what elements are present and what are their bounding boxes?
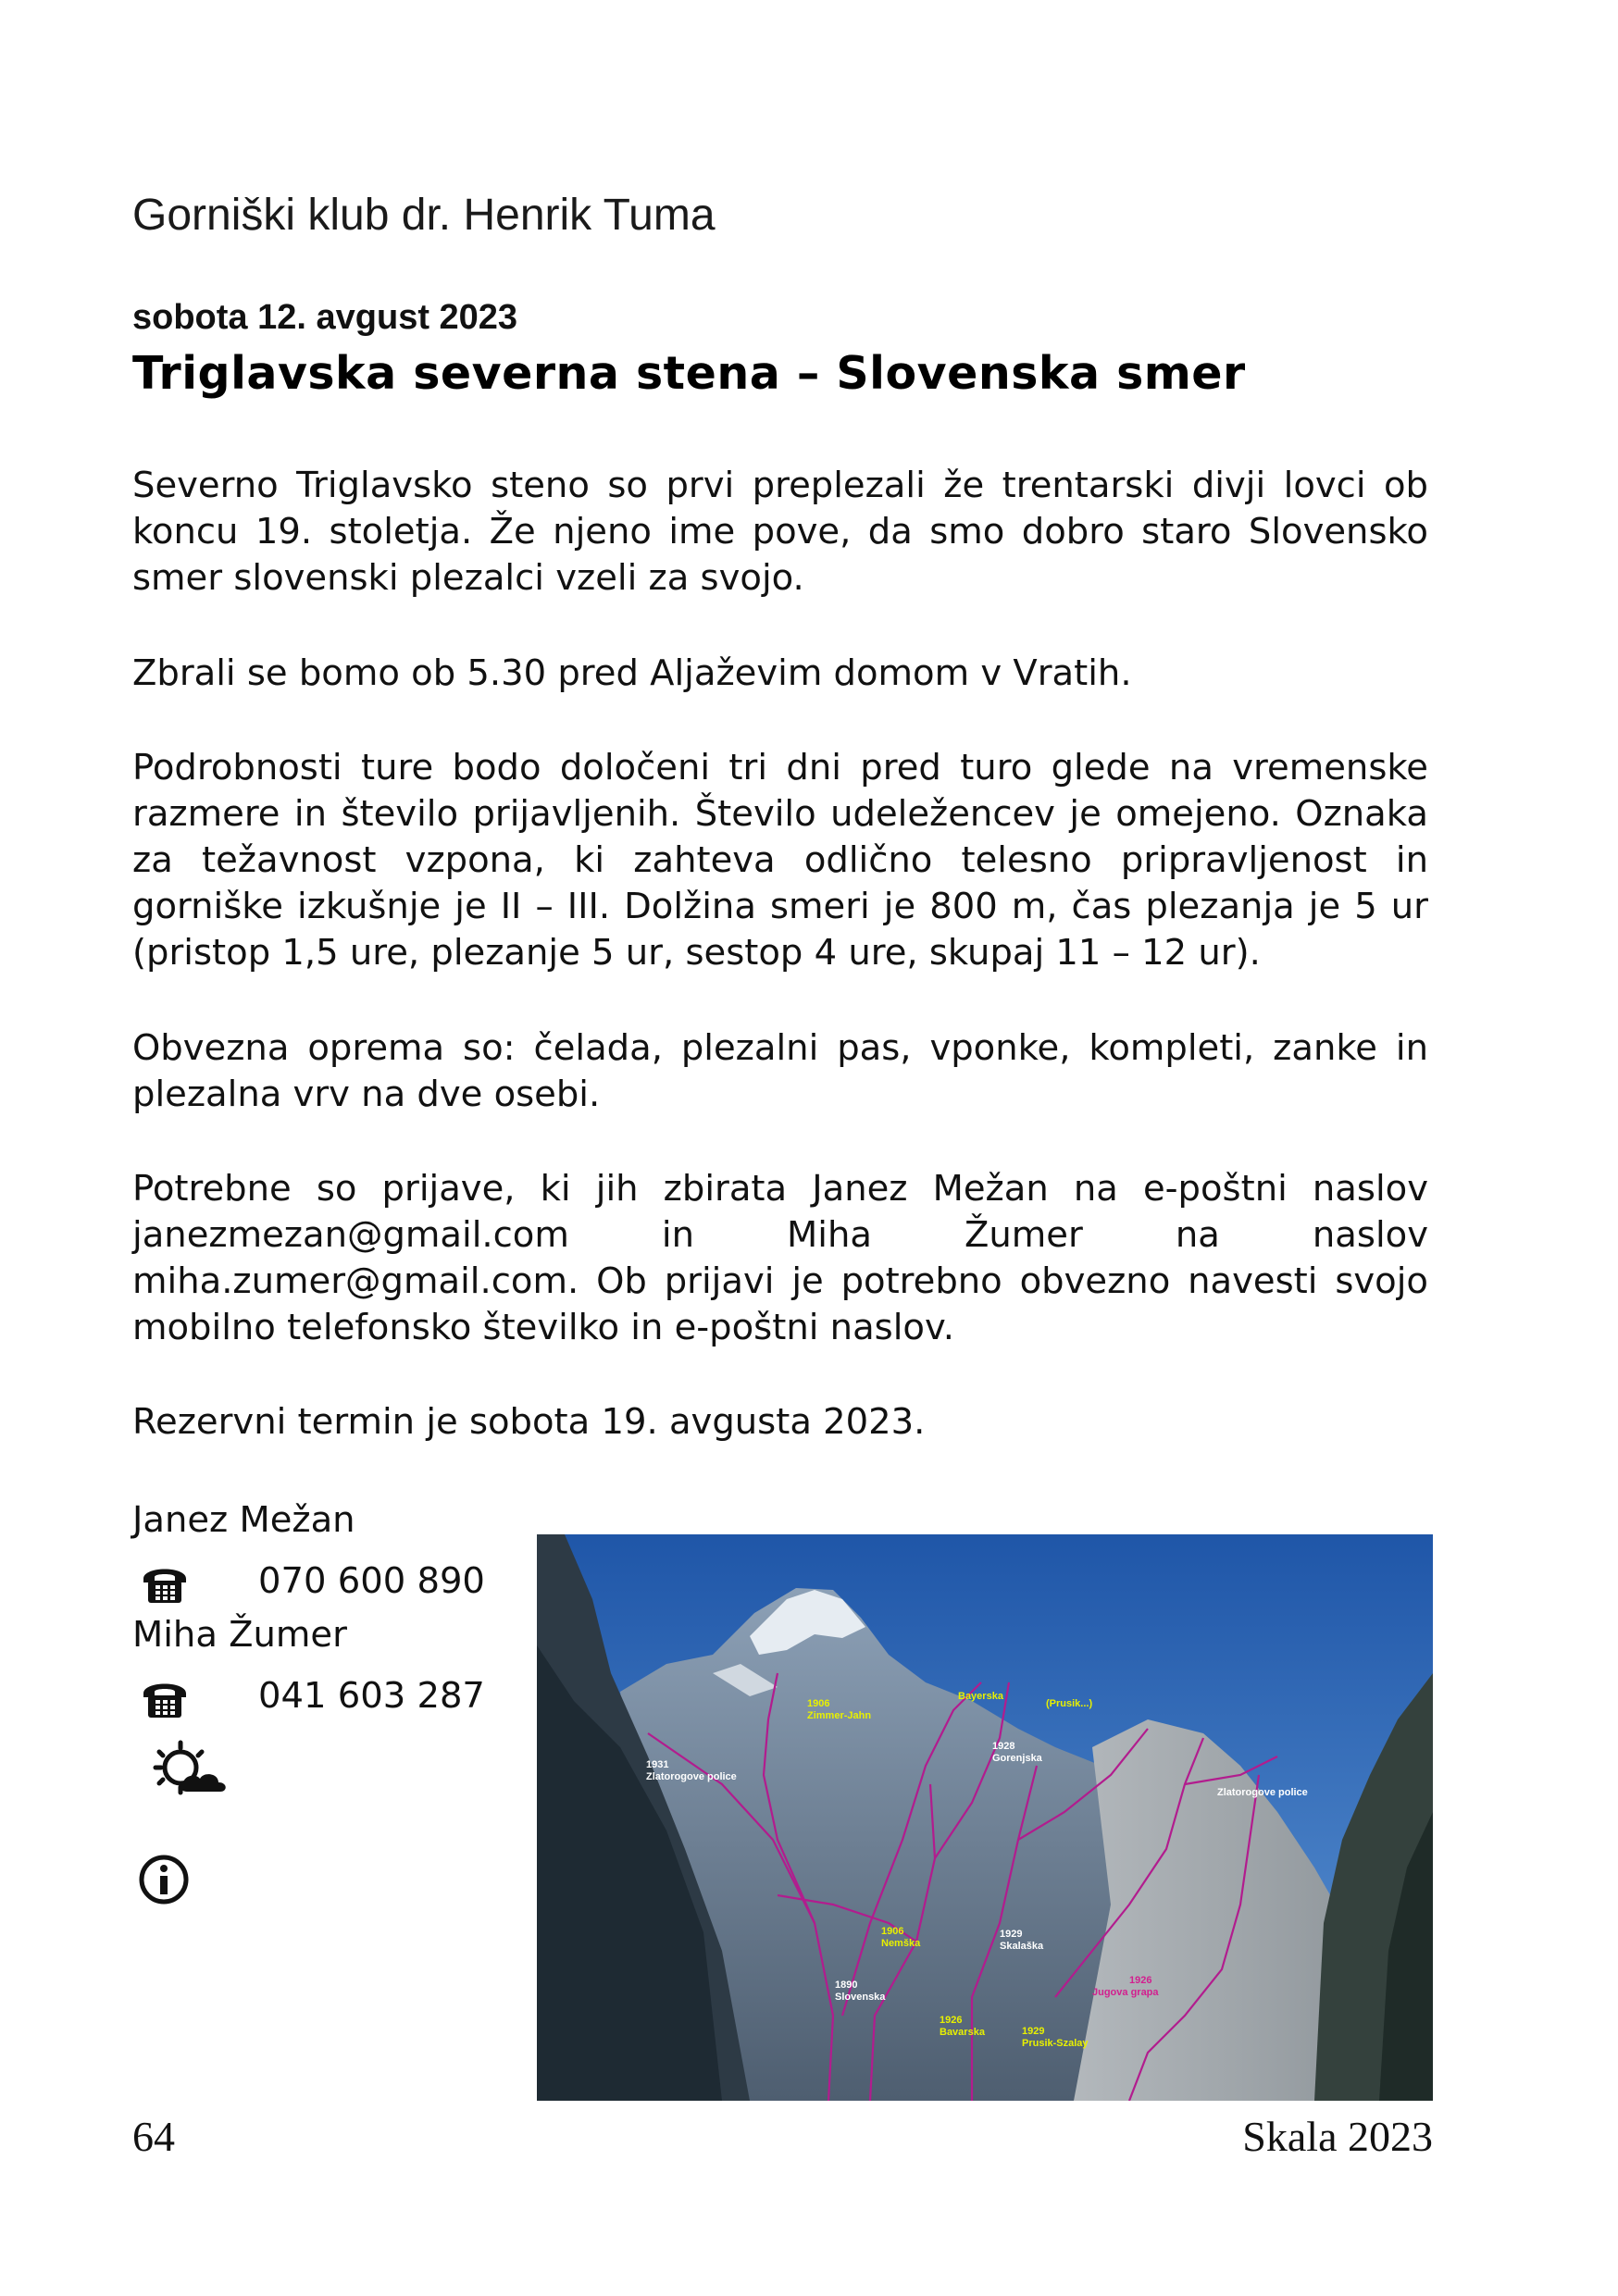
route-label-name: Prusik-Szalay: [1022, 2038, 1089, 2049]
route-label-year: 1926: [940, 2015, 963, 2026]
route-label-year: 1928: [992, 1741, 1015, 1752]
route-label-year: 1890: [835, 1980, 858, 1991]
paragraph-intro: Severno Triglavsko steno so prvi preplezali že trentarski divji lovci ob koncu 19. stoletja. Že njeno ime pove, da smo dobro staro Slovensko smer slovenski plezalci vzeli za svojo.: [132, 465, 1428, 599]
telephone-icon: [140, 1558, 190, 1608]
event-date: sobota 12. avgust 2023: [132, 298, 518, 337]
contact-phone-1: 070 600 890: [258, 1560, 485, 1602]
route-label-name: Gorenjska: [992, 1753, 1042, 1764]
paragraph-registration: Potrebne so prijave, ki jih zbirata Janez Mežan na e-poštni naslov janezmezan@gmail.com in Miha Žumer na naslov miha.zumer@gmail.com. Ob prijavi je potrebno obvezno navesti svojo mobilno telefonsko številko in e-poštni naslov.: [132, 1168, 1428, 1348]
photo-svg: [537, 1534, 1433, 2101]
route-label-name: Nemška: [881, 1938, 921, 1949]
route-label-name: Zimmer-Jahn: [807, 1710, 872, 1721]
route-label-name: Zlatorogove police: [646, 1771, 737, 1782]
weather-icon: [148, 1740, 231, 1805]
contact-name-1: Janez Mežan: [132, 1499, 355, 1541]
telephone-icon: [140, 1673, 190, 1723]
event-title: Triglavska severna stena – Slovenska smer: [132, 347, 1246, 400]
paragraph-details: Podrobnosti ture bodo določeni tri dni pred turo glede na vremenske razmere in število prijavljenih. Število udeležencev je omejeno. Oznaka za težavnost vzpona, ki zahteva odlično telesno pripravljenost in gorniške izkušnje je II – III. Dolžina smeri je 800 m, čas plezanja je 5 ur (pristop 1,5 ure, plezanje 5 ur, sestop 4 ure, skupaj 11 – 12 ur).: [132, 747, 1428, 974]
route-label-name: Slovenska: [835, 1992, 886, 2003]
club-name: Gorniški klub dr. Henrik Tuma: [132, 191, 716, 240]
route-label-name: (Prusik...): [1046, 1698, 1093, 1709]
page-number: 64: [132, 2113, 175, 2160]
route-label-year: 1906: [807, 1698, 830, 1709]
publication-name: Skala 2023: [1242, 2113, 1433, 2160]
route-label-year: 1931: [646, 1759, 669, 1770]
route-label-name: Skalaška: [1000, 1941, 1044, 1952]
paragraph-reserve-date: Rezervni termin je sobota 19. avgusta 2023.: [132, 1401, 926, 1443]
route-label-year: 1929: [1022, 2026, 1045, 2037]
paragraph-equipment: Obvezna oprema so: čelada, plezalni pas, vponke, kompleti, zanke in plezalna vrv na dve osebi.: [132, 1027, 1428, 1115]
route-label-name: Bavarska: [940, 2027, 985, 2038]
route-label-year: 1906: [881, 1926, 904, 1937]
paragraph-meeting: Zbrali se bomo ob 5.30 pred Aljaževim domom v Vratih.: [132, 652, 1132, 694]
contact-name-2: Miha Žumer: [132, 1614, 347, 1656]
route-label-name: Bayerska: [958, 1691, 1003, 1702]
info-icon: [137, 1853, 191, 1906]
route-label-name: Jugova grapa: [1092, 1987, 1159, 1998]
route-label-name: Zlatorogove police: [1217, 1787, 1308, 1798]
triglav-north-face-photo: [537, 1534, 1433, 2101]
route-label-year: 1929: [1000, 1929, 1023, 1940]
route-label-year: 1926: [1129, 1975, 1152, 1986]
contact-phone-2: 041 603 287: [258, 1675, 485, 1717]
